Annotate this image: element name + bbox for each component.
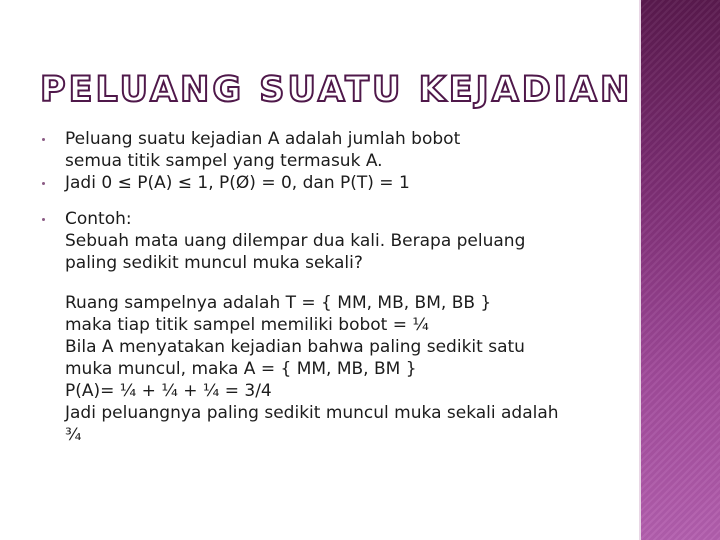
example-question-line-2: paling sedikit muncul muka sekali? xyxy=(65,253,363,273)
bullet-dot xyxy=(42,138,45,141)
bullet-range xyxy=(42,172,622,194)
definition-line-1: Peluang suatu kejadian A adalah jumlah bobot xyxy=(65,129,461,149)
definition-line-2: semua titik sampel yang termasuk A. xyxy=(65,151,383,171)
bullet-definition xyxy=(42,128,622,172)
range-line: Jadi 0 ≤ P(A) ≤ 1, P(Ø) = 0, dan P(T) = 1 xyxy=(65,173,410,193)
decorative-sidebar xyxy=(641,0,720,540)
bullet-dot xyxy=(42,182,45,185)
solution-line-7: ¾ xyxy=(65,425,82,445)
solution-line-3: Bila A menyatakan kejadian bahwa paling sedikit satu xyxy=(65,337,525,357)
slide-content xyxy=(42,128,622,446)
slide-title: PELUANG SUATU KEJADIAN xyxy=(40,70,633,110)
example-question-line-1: Sebuah mata uang dilempar dua kali. Berapa peluang xyxy=(65,231,526,251)
solution-line-4: muka muncul, maka A = { MM, MB, BM } xyxy=(65,359,417,379)
solution-line-5: P(A)= ¼ + ¼ + ¼ = 3/4 xyxy=(65,381,272,401)
bullet-example xyxy=(42,208,622,446)
solution-line-2: maka tiap titik sampel memiliki bobot = ¼ xyxy=(65,315,429,335)
solution-line-6: Jadi peluangnya paling sedikit muncul muka sekali adalah xyxy=(65,403,559,423)
bullet-dot xyxy=(42,218,45,221)
example-label: Contoh: xyxy=(65,209,132,229)
solution-line-1: Ruang sampelnya adalah T = { MM, MB, BM, BB } xyxy=(65,293,492,313)
